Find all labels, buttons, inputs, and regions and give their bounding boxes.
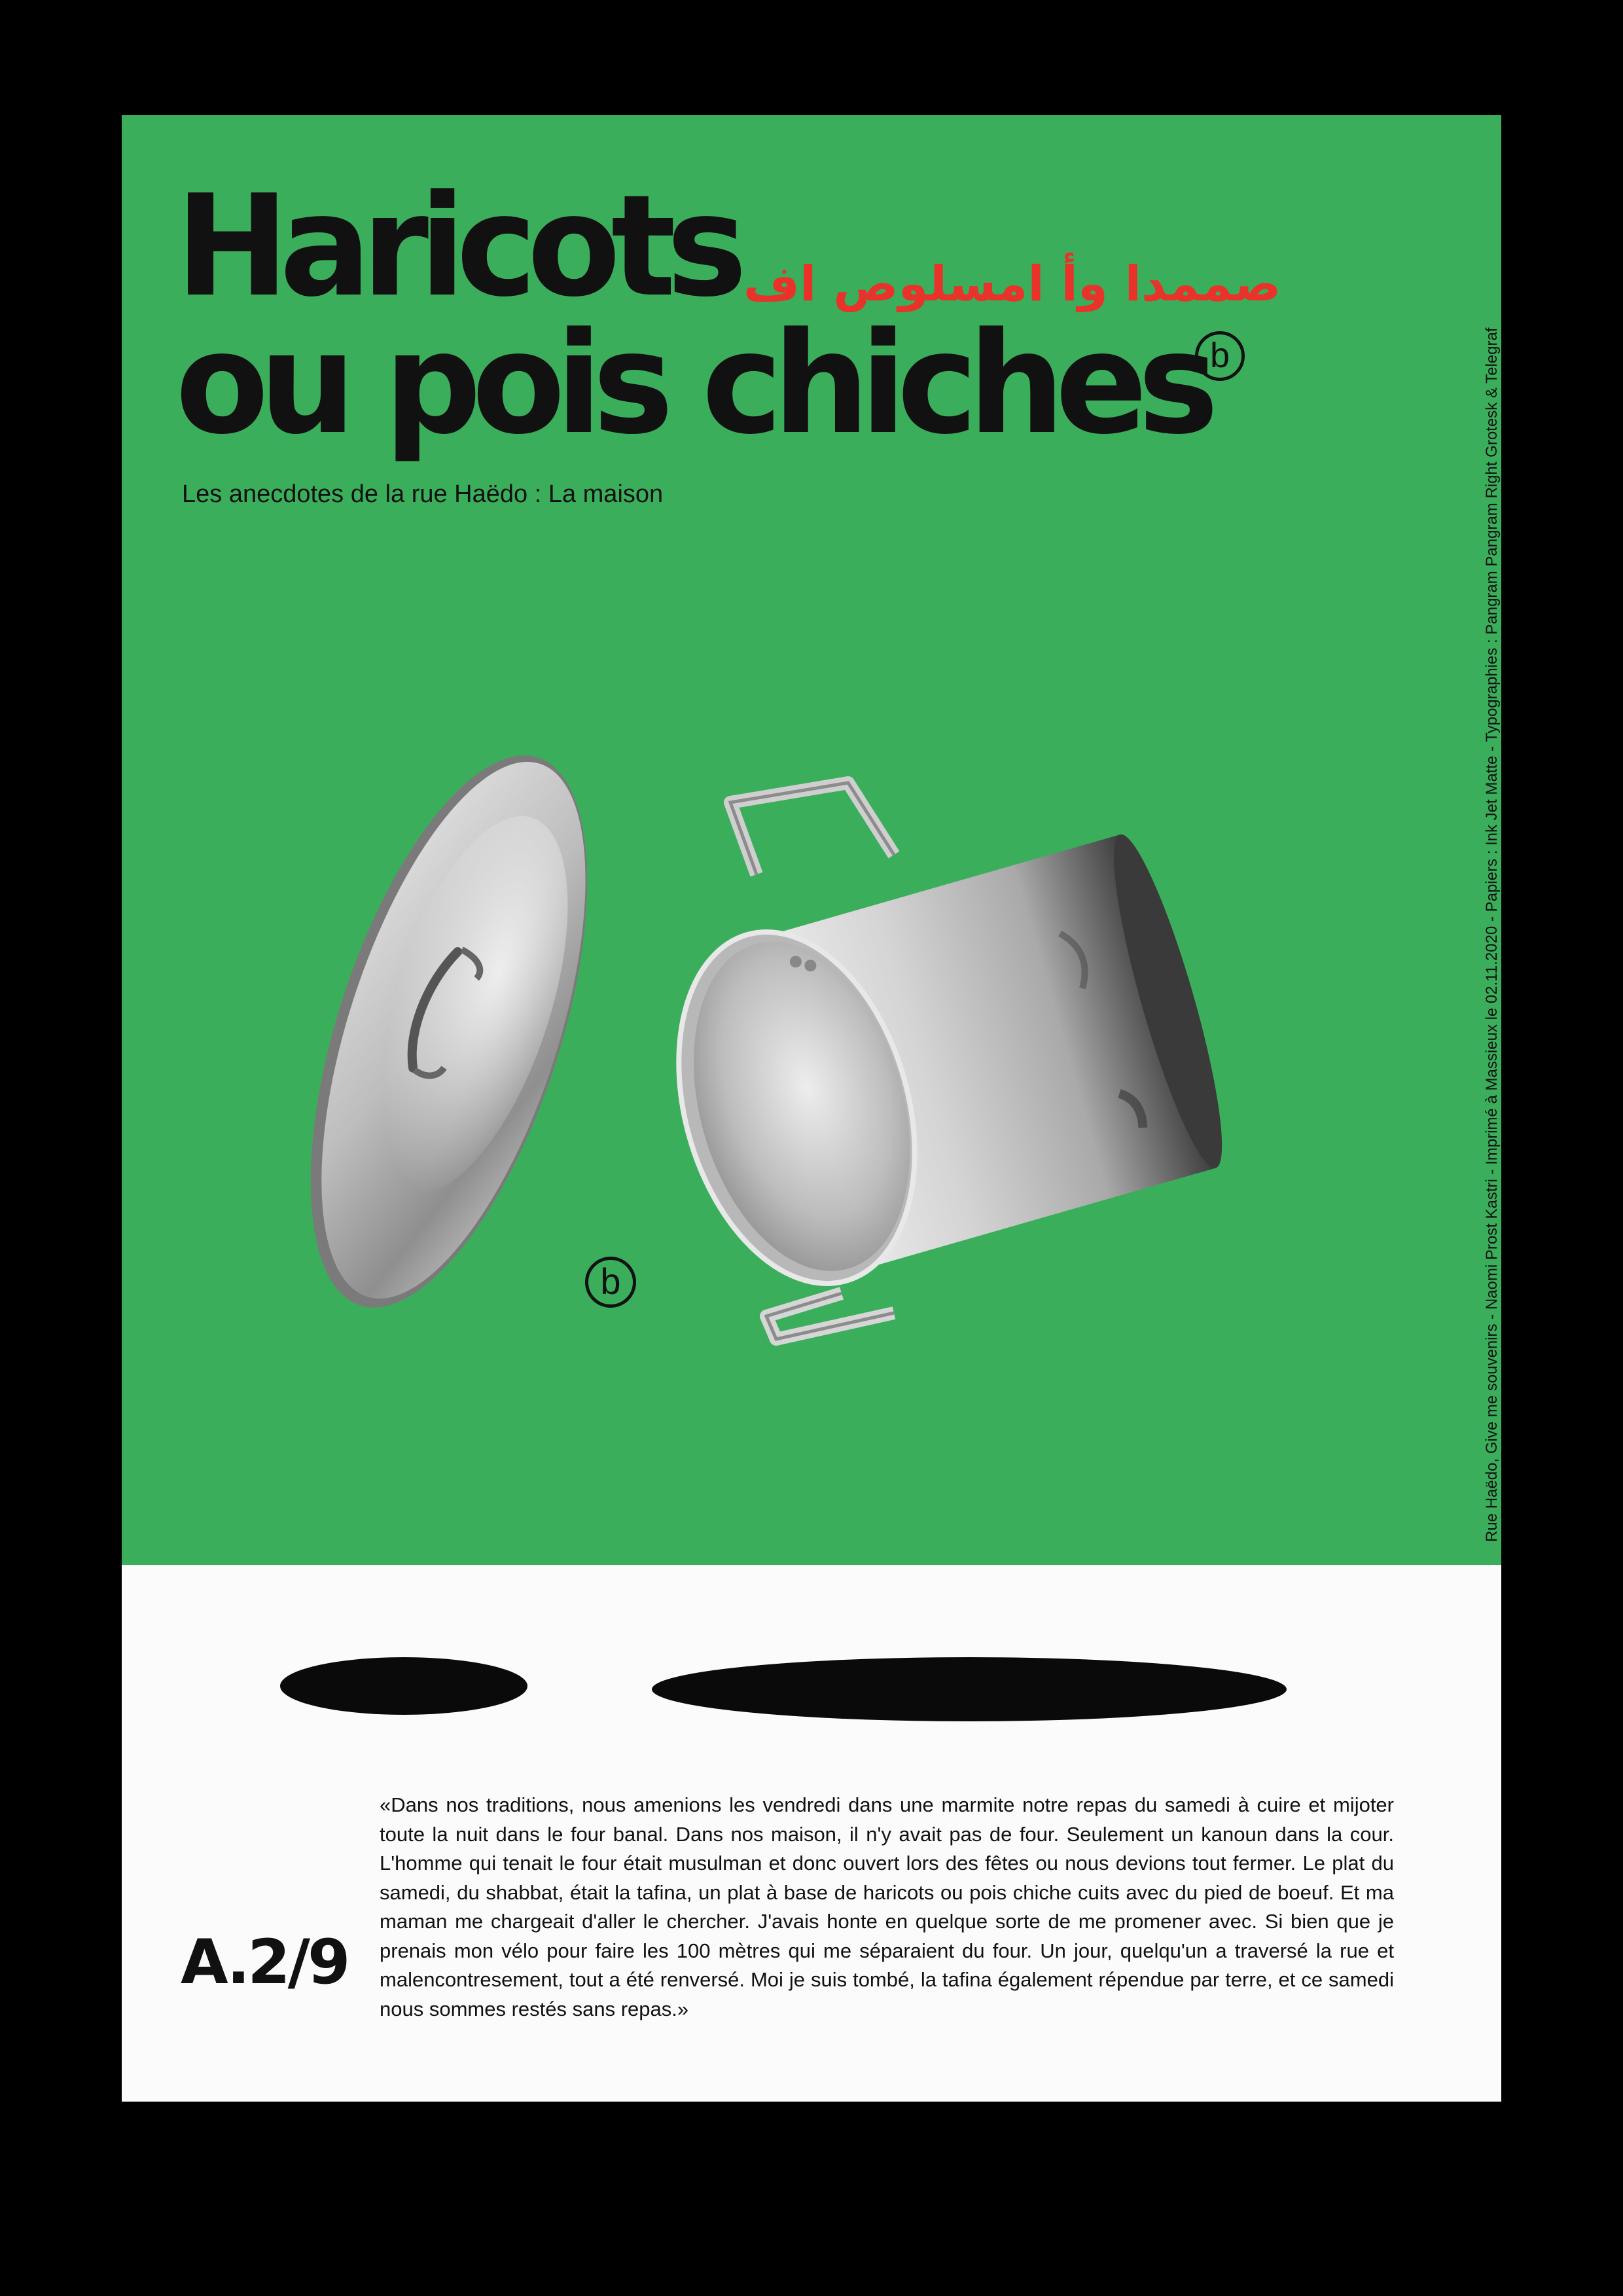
title-line-1: Haricots [175,165,738,328]
quote-text: «Dans nos traditions, nous amenions les vendredi dans une marmite notre repas du samedi à cuire et mijoter toute la nuit dans le four banal. Dans nos maison, il n'y avait pas de four. Seulement un kanoun dans la cour. L'homme qui tenait le four était musulman et donc ouvert lors des fêtes ou nous devions tout fermer. Le plat du samedi, du shabbat, était la tafina, un plat à base de haricots ou pois chiche cuits avec du pied de boeuf. Et ma maman me chargeait d'aller le chercher. J'avais honte en quelque sorte de me promener avec. Si bien que je prenais mon vélo pour faire les 100 mètres qui me séparaient du four. Un jour, quelqu'un a traversé la rue et malencontresement, tout a été renversé. Moi je suis tombé, la tafina également répendue par terre, et ce samedi nous sommes restés sans repas.» [380,1793,1394,2020]
subtitle: Les anecdotes de la rue Haëdo : La maison [182,480,664,508]
page-number: A.2/9 [181,1927,348,1998]
side-credits: Rue Haëdo, Give me souvenirs - Naomi Prost Kastri - Imprimé à Massieux le 02.11.2020 - Papiers : Ink Jet Matte - Typographies : Pangram Pangram Right Grotesk & Telegraf [1483,327,1501,1542]
pot-shadow [652,1657,1287,1721]
circle-b-mark-image: b [585,1257,636,1308]
arabic-title: صممدا وأ امسلوص اف [743,256,1281,312]
poster [122,115,1501,2102]
page-title [175,165,1209,465]
pot-lid-illustration [292,737,606,1326]
circle-b-mark-title: b [1195,331,1245,381]
cooking-pot-image [632,691,1287,1382]
lid-shadow [280,1657,527,1715]
pot-lid-image [292,737,606,1329]
title-line-2: ou pois chiches [175,302,1209,465]
cooking-pot-illustration [632,691,1287,1378]
green-panel [122,115,1501,1565]
